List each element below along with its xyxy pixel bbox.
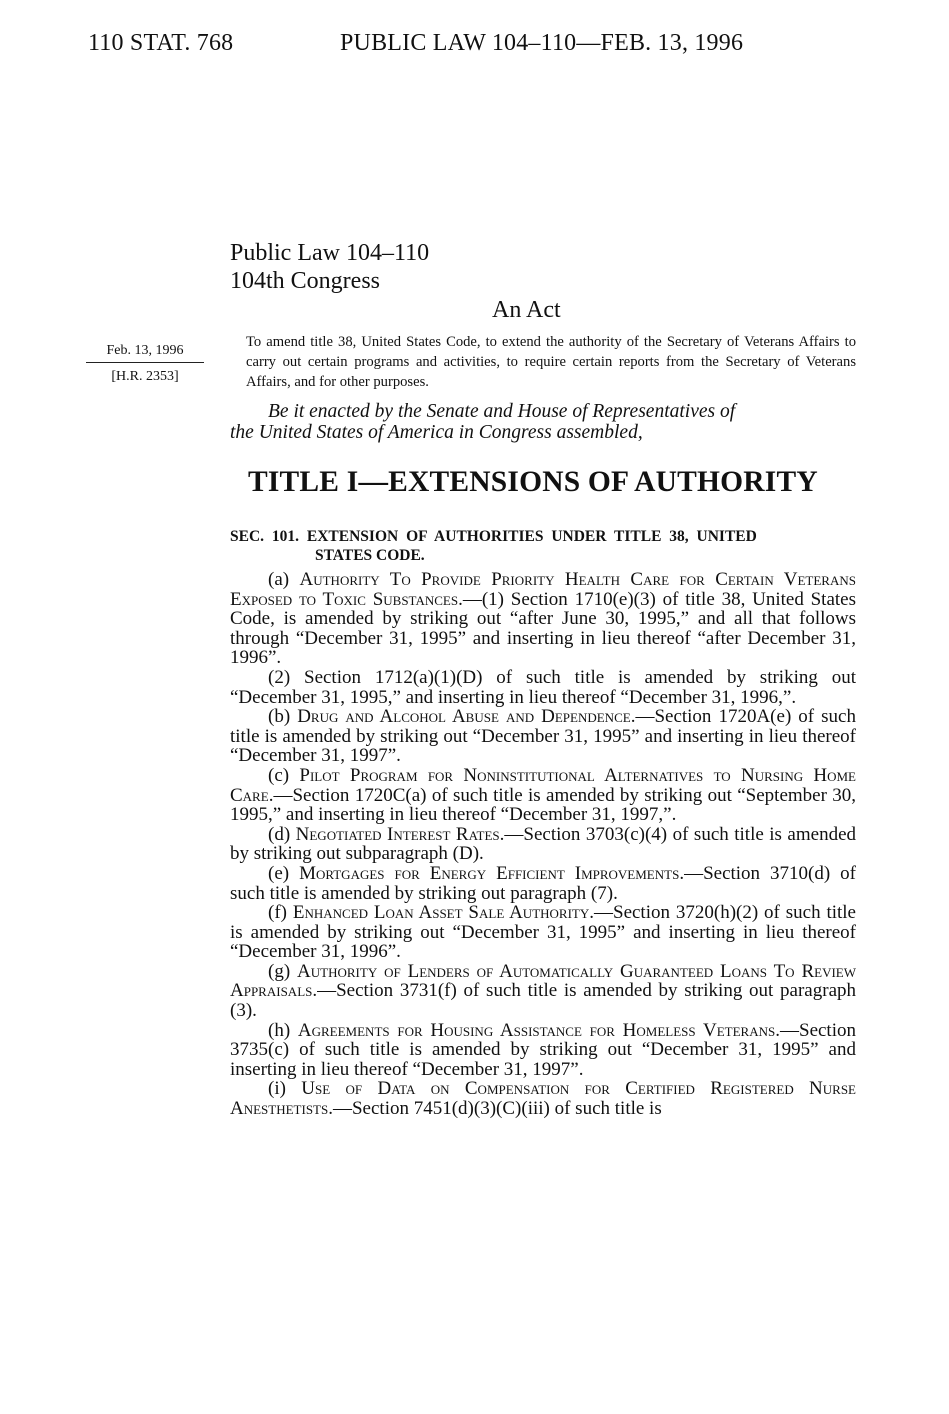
paragraph-caption: Authority of Lenders of Automatically Guaranteed Loans To Review Appraisals: [230, 960, 856, 1002]
paragraph-text: (2) Section 1712(a)(1)(D) of such title is amended by striking out “December 31, 1995,” and inserting in lieu thereof “December 31, 1996,”.: [230, 666, 856, 708]
paragraph-d: [230, 825, 856, 864]
paragraph-text: .—Section 1720A(e) of such title is amended by striking out “December 31, 1995” and inserting in lieu thereof “December 31, 1997”.: [230, 706, 856, 767]
paragraph-h: [230, 1021, 856, 1080]
enacting-clause-line-1: Be it enacted by the Senate and House of Representatives of: [268, 401, 736, 422]
paragraph-text: .—Section 7451(d)(3)(C)(iii) of such title is: [328, 1098, 662, 1120]
paragraph-e: [230, 864, 856, 903]
paragraph-text: .—(1) Section 1710(e)(3) of title 38, United States Code, is amended by striking out “after June 30, 1995,” and all that follows through “December 31, 1995” and inserting in lieu thereof “after December 31, 1996”.: [230, 588, 857, 669]
congress-number: 104th Congress: [230, 268, 380, 294]
section-heading-line-2: STATES CODE.: [315, 547, 425, 564]
running-head-law-date: PUBLIC LAW 104–110—FEB. 13, 1996: [340, 30, 744, 56]
running-head-stat-reference: 110 STAT. 768: [88, 30, 234, 56]
paragraph-text: .—Section 3720(h)(2) of such title is amended by striking out “December 31, 1995” and inserting in lieu thereof “December 31, 1996”.: [230, 902, 856, 963]
paragraph-lead: (d): [268, 823, 296, 845]
paragraph-lead: (i): [268, 1078, 302, 1100]
paragraph-lead: (e): [268, 862, 300, 884]
paragraph-b: [230, 707, 856, 766]
paragraph-lead: (f): [268, 902, 293, 924]
paragraph-caption: Mortgages for Energy Efficient Improvements: [299, 862, 680, 884]
paragraph-f: [230, 903, 856, 962]
paragraph-lead: (h): [268, 1019, 298, 1041]
paragraph-caption: Authority To Provide Priority Health Care for Certain Veterans Exposed to Toxic Substances: [230, 569, 856, 610]
paragraph-text: .—Section 3710(d) of such title is amended by striking out paragraph (7).: [230, 862, 856, 904]
paragraph-a-2: [230, 668, 856, 707]
title-heading: TITLE I—EXTENSIONS OF AUTHORITY: [248, 466, 818, 498]
enacting-clause-line-2: the United States of America in Congress assembled,: [230, 422, 643, 443]
purpose-statement: [246, 332, 856, 392]
paragraph-text: .—Section 3703(c)(4) of such title is amended by striking out subparagraph (D).: [230, 823, 856, 865]
public-law-number: Public Law 104–110: [230, 240, 430, 266]
paragraph-caption: Pilot Program for Noninstitutional Alternatives to Nursing Home Care: [230, 764, 857, 806]
paragraph-lead: (g): [268, 960, 298, 982]
paragraph-caption: Agreements for Housing Assistance for Homeless Veterans: [297, 1019, 776, 1041]
paragraph-caption: Negotiated Interest Rates: [295, 823, 500, 845]
paragraph-c: [230, 766, 856, 825]
margin-note-bill-number: [H.R. 2353]: [111, 369, 179, 384]
paragraph-a: [230, 570, 856, 668]
paragraph-lead: (b): [268, 706, 298, 728]
paragraph-caption: Drug and Alcohol Abuse and Dependence: [297, 706, 631, 728]
section-heading-line-1: SEC. 101. EXTENSION OF AUTHORITIES UNDER TITLE 38, UNITED: [230, 528, 757, 545]
purpose-text: To amend title 38, United States Code, to extend the authority of the Secretary of Veterans Affairs to carry out certain programs and activities, to require certain reports from the Secretary of Veterans Affairs, and for other purposes.: [246, 334, 856, 390]
paragraph-i: [230, 1079, 856, 1118]
section-body: [230, 570, 856, 1119]
act-label: An Act: [492, 297, 561, 323]
paragraph-lead: (c): [268, 764, 300, 786]
paragraph-text: .—Section 3731(f) of such title is amended by striking out paragraph (3).: [230, 980, 856, 1022]
enacting-clause: [230, 401, 856, 443]
paragraph-text: .—Section 3735(c) of such title is amended by striking out “December 31, 1995” and inserting in lieu thereof “December 31, 1997”.: [230, 1019, 856, 1080]
section-heading: [230, 527, 856, 565]
paragraph-g: [230, 962, 856, 1021]
paragraph-caption: Use of Data on Compensation for Certified Registered Nurse Anesthetists: [230, 1078, 856, 1120]
margin-note-date: Feb. 13, 1996: [86, 343, 204, 363]
paragraph-caption: Enhanced Loan Asset Sale Authority: [292, 902, 590, 924]
paragraph-lead: (a): [268, 569, 300, 590]
paragraph-text: .—Section 1720C(a) of such title is amended by striking out “September 30, 1995,” and inserting in lieu thereof “December 31, 1997,”.: [230, 784, 856, 826]
